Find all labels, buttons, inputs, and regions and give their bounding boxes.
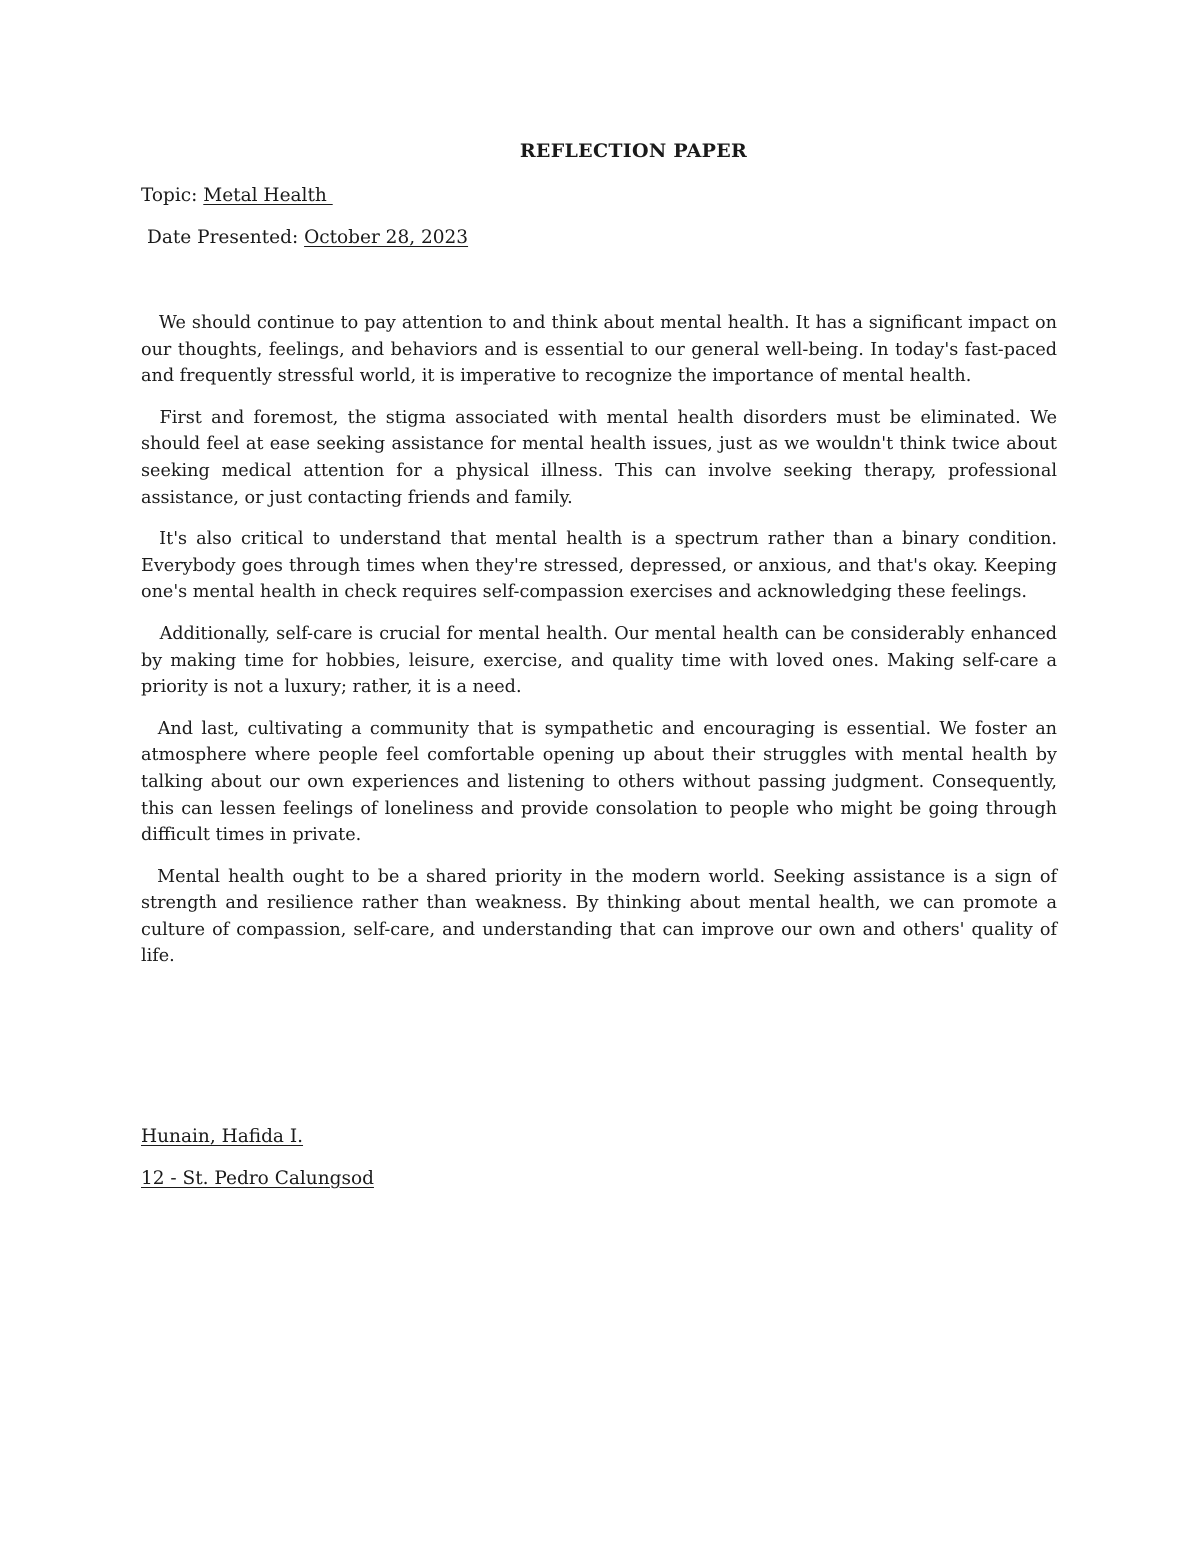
topic-label: Topic: [141, 185, 204, 206]
author-section: 12 - St. Pedro Calungsod [141, 1168, 374, 1189]
paragraph-4: Additionally, self-care is crucial for mental health. Our mental health can be considerably enhanced by making time for hobbies, leisure, exercise, and quality time with loved ones. Making self-care a priority is not a luxury; rather, it is a need. [141, 623, 1063, 698]
paragraph-6: Mental health ought to be a shared priority in the modern world. Seeking assistance is a sign of strength and resilience rather than weakness. By thinking about mental health, we can promote a culture of compassion, self-care, and understanding that can improve our own and others' quality of life. [141, 866, 1063, 967]
date-value: October 28, 2023 [304, 227, 469, 248]
author-name: Hunain, Hafida I. [141, 1126, 304, 1147]
date-label: Date Presented: [147, 227, 305, 248]
paragraph-2: First and foremost, the stigma associated with mental health disorders must be eliminated. We should feel at ease seeking assistance for mental health issues, just as we wouldn't think twice about seeking medical attention for a physical illness. This can involve seeking therapy, professional assistance, or just contacting friends and family. [141, 407, 1063, 508]
paragraph-3: It's also critical to understand that mental health is a spectrum rather than a binary condition. Everybody goes through times when they're stressed, depressed, or anxious, and that's okay. Keeping one's mental health in check requires self-compassion exercises and acknowledging these feelings. [141, 529, 1063, 603]
paragraph-1: We should continue to pay attention to and think about mental health. It has a significant impact on our thoughts, feelings, and behaviors and is essential to our general well-being. In today's fast-paced and frequently stressful world, it is imperative to recognize the importance of mental health. [141, 313, 1063, 387]
date-line [147, 227, 468, 248]
topic-line [141, 185, 333, 206]
document-title: REFLECTION PAPER [519, 140, 748, 162]
reflection-body [141, 310, 1063, 985]
topic-value: Metal Health [203, 185, 333, 206]
paragraph-5: And last, cultivating a community that is sympathetic and encouraging is essential. We foster an atmosphere where people feel comfortable opening up about their struggles with mental health by talking about our own experiences and listening to others without passing judgment. Consequently, this can lessen feelings of loneliness and provide consolation to people who might be going through difficult times in private. [141, 718, 1063, 846]
